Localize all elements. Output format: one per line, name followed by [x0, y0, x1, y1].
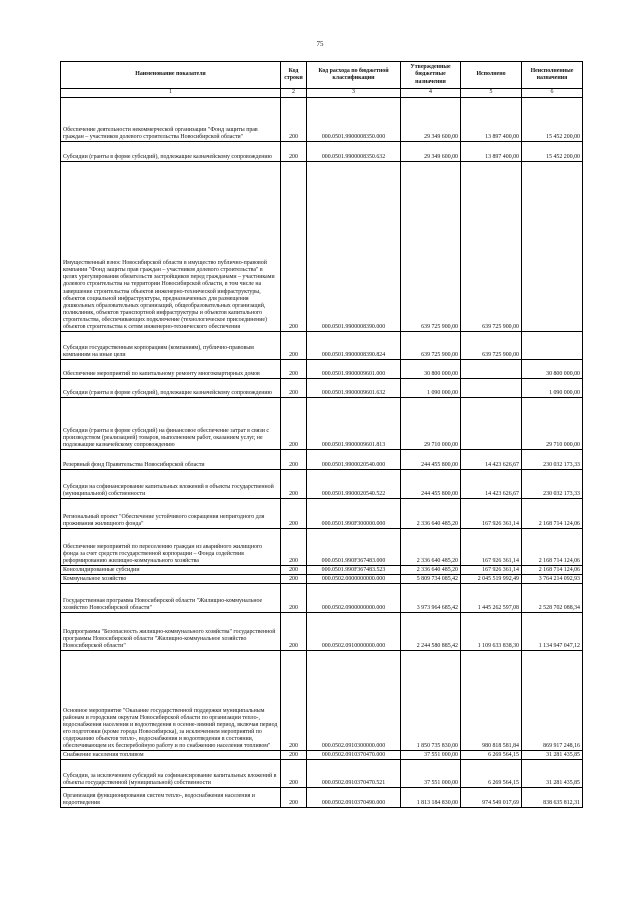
row-executed: 974 549 017,69 [461, 788, 522, 808]
row-indicator-name: Консолидированные субсидии [61, 566, 281, 575]
row-approved: 37 551 000,00 [401, 751, 461, 760]
table-row [61, 470, 583, 499]
row-executed: 639 725 900,00 [461, 332, 522, 360]
row-executed: 167 926 361,14 [461, 529, 522, 566]
row-indicator-name: Обеспечение мероприятий по переселению граждан из аварийного жилищного фонда за счет средств государственной корпорации – Фонда содействия реформированию жилищно-коммунального хозяйства [61, 529, 281, 566]
row-approved: 37 551 000,00 [401, 760, 461, 788]
page-number: 75 [316, 40, 324, 48]
column-number: 6 [522, 89, 583, 98]
table-row [61, 613, 583, 651]
row-unexecuted: 838 635 812,31 [522, 788, 583, 808]
row-executed [461, 360, 522, 379]
row-executed [461, 398, 522, 450]
row-classification-code: 000.0502.0910000000.000 [307, 613, 401, 651]
row-indicator-name: Субсидии государственным корпорациям (компаниям), публично-правовым компаниям на иные цели [61, 332, 281, 360]
row-classification-code: 000.0502.0910370490.000 [307, 788, 401, 808]
row-unexecuted: 2 168 714 124,06 [522, 499, 583, 529]
row-approved: 1 813 184 830,00 [401, 788, 461, 808]
row-line-code: 200 [281, 470, 307, 499]
table-row [61, 584, 583, 613]
row-executed: 167 926 361,14 [461, 499, 522, 529]
row-indicator-name: Подпрограмма "Безопасность жилищно-коммунального хозяйства" государственной программы Новосибирской области "Жилищно-коммунальное хозяйство Новосибирской области" [61, 613, 281, 651]
row-approved: 2 336 640 485,20 [401, 566, 461, 575]
table-header-row [61, 62, 583, 89]
row-line-code: 200 [281, 379, 307, 398]
row-unexecuted: 230 032 173,33 [522, 470, 583, 499]
row-indicator-name: Коммунальное хозяйство [61, 575, 281, 584]
budget-execution-table [60, 61, 583, 808]
header-budget-classification-code: Код расхода по бюджетной классификации [307, 62, 401, 89]
column-number: 3 [307, 89, 401, 98]
row-approved: 1 850 735 830,00 [401, 651, 461, 751]
row-unexecuted: 2 528 702 088,34 [522, 584, 583, 613]
row-unexecuted: 29 710 000,00 [522, 398, 583, 450]
row-approved: 639 725 900,00 [401, 162, 461, 332]
row-approved: 30 800 000,00 [401, 360, 461, 379]
row-classification-code: 000.0502.0910370470.000 [307, 751, 401, 760]
row-unexecuted: 1 134 947 047,12 [522, 613, 583, 651]
table-row [61, 651, 583, 751]
row-classification-code: 000.0502.0910300000.000 [307, 651, 401, 751]
row-approved: 1 090 000,00 [401, 379, 461, 398]
table-row [61, 760, 583, 788]
table-row [61, 529, 583, 566]
row-approved: 2 244 580 885,42 [401, 613, 461, 651]
header-approved-assignments: Утвержденные бюджетные назначения [401, 62, 461, 89]
table-row [61, 450, 583, 470]
row-line-code: 200 [281, 162, 307, 332]
row-executed: 14 423 626,67 [461, 450, 522, 470]
row-line-code: 200 [281, 651, 307, 751]
row-approved: 2 336 640 485,20 [401, 499, 461, 529]
row-line-code: 200 [281, 751, 307, 760]
row-line-code: 200 [281, 332, 307, 360]
row-unexecuted [522, 162, 583, 332]
header-unexecuted-assignments: Неисполненные назначения [522, 62, 583, 89]
row-executed: 1 445 262 597,08 [461, 584, 522, 613]
row-unexecuted: 15 452 200,00 [522, 142, 583, 162]
row-unexecuted: 1 090 000,00 [522, 379, 583, 398]
row-approved: 639 725 900,00 [401, 332, 461, 360]
row-executed [461, 379, 522, 398]
table-row [61, 332, 583, 360]
table-row [61, 788, 583, 808]
table-row [61, 98, 583, 142]
column-number: 2 [281, 89, 307, 98]
row-indicator-name: Снабжение населения топливом [61, 751, 281, 760]
table-row [61, 379, 583, 398]
row-classification-code: 000.0501.9900008350.000 [307, 98, 401, 142]
row-classification-code: 000.0501.990F367483.000 [307, 529, 401, 566]
row-classification-code: 000.0501.9900008350.632 [307, 142, 401, 162]
row-line-code: 200 [281, 360, 307, 379]
row-approved: 29 710 000,00 [401, 398, 461, 450]
table-row [61, 499, 583, 529]
header-executed: Исполнено [461, 62, 522, 89]
row-classification-code: 000.0502.0000000000.000 [307, 575, 401, 584]
row-classification-code: 000.0502.0900000000.000 [307, 584, 401, 613]
row-classification-code: 000.0501.990F367483.523 [307, 566, 401, 575]
header-line-code: Код строки [281, 62, 307, 89]
row-executed: 13 897 400,00 [461, 98, 522, 142]
row-line-code: 200 [281, 529, 307, 566]
row-indicator-name: Организация функционирования систем тепло-, водоснабжения населения и водоотведения [61, 788, 281, 808]
column-number: 1 [61, 89, 281, 98]
row-approved: 244 455 800,00 [401, 470, 461, 499]
table-row [61, 162, 583, 332]
row-indicator-name: Обеспечение мероприятий по капитальному ремонту многоквартирных домов [61, 360, 281, 379]
row-line-code: 200 [281, 575, 307, 584]
row-unexecuted: 230 032 173,33 [522, 450, 583, 470]
row-executed: 2 045 519 992,49 [461, 575, 522, 584]
row-unexecuted: 31 281 435,85 [522, 751, 583, 760]
row-unexecuted [522, 332, 583, 360]
row-approved: 29 349 600,00 [401, 98, 461, 142]
row-line-code: 200 [281, 450, 307, 470]
row-executed: 167 926 361,14 [461, 566, 522, 575]
table-row [61, 575, 583, 584]
row-executed: 13 897 400,00 [461, 142, 522, 162]
row-indicator-name: Государственная программа Новосибирской области "Жилищно-коммунальное хозяйство Новосибирской области" [61, 584, 281, 613]
row-indicator-name: Субсидии (гранты в форме субсидий) на финансовое обеспечение затрат в связи с производством (реализацией) товаров, выполнением работ, оказанием услуг, не подлежащие казначейскому сопровождению [61, 398, 281, 450]
row-line-code: 200 [281, 584, 307, 613]
row-classification-code: 000.0501.9900020540.000 [307, 450, 401, 470]
row-indicator-name: Субсидии, за исключением субсидий на софинансирование капитальных вложений в объекты государственной (муниципальной) собственности [61, 760, 281, 788]
row-line-code: 200 [281, 499, 307, 529]
row-line-code: 200 [281, 98, 307, 142]
row-unexecuted: 2 168 714 124,06 [522, 529, 583, 566]
row-indicator-name: Субсидии (гранты в форме субсидий), подлежащие казначейскому сопровождению [61, 379, 281, 398]
row-indicator-name: Основное мероприятие "Оказание государственной поддержки муниципальным районам и городским округам Новосибирской области по организации тепло-, водоснабжения населения и водоотведения в осенне-зимний период, включая период его подготовки (кроме города Новосибирска), за исключением мероприятий по содержанию объектов тепло-, водоснабжения и водоотведения в состоянии, обеспечивающем их бесперебойную работу и по снабжению населения топливом" [61, 651, 281, 751]
row-classification-code: 000.0501.9900009601.632 [307, 379, 401, 398]
row-line-code: 200 [281, 398, 307, 450]
row-indicator-name: Имущественный взнос Новосибирской области в имущество публично-правовой компании "Фонд защиты прав граждан – участников долевого строительства" в целях урегулирования обязательств застройщиков перед гражданами – участниками долевого строительства на территории Новосибирской области, в том числе на завершение строительства объектов инженерно-технической инфраструктуры, объектов социальной инфраструктуры, предназначенных для размещения дошкольных образовательных организаций, общеобразовательных организаций, поликлиник, объектов транспортной инфраструктуры и объектов капитального строительства, обеспечивающих подключение (технологическое присоединение) объектов строительства к сетям инженерно-технического обеспечения [61, 162, 281, 332]
row-classification-code: 000.0501.9900020540.522 [307, 470, 401, 499]
row-executed: 980 818 581,84 [461, 651, 522, 751]
column-number: 5 [461, 89, 522, 98]
table-row [61, 751, 583, 760]
row-executed: 6 269 564,15 [461, 760, 522, 788]
row-executed: 6 269 564,15 [461, 751, 522, 760]
row-indicator-name: Субсидии (гранты в форме субсидий), подлежащие казначейскому сопровождению [61, 142, 281, 162]
row-approved: 244 455 800,00 [401, 450, 461, 470]
row-indicator-name: Резервный фонд Правительства Новосибирской области [61, 450, 281, 470]
row-unexecuted: 869 917 248,16 [522, 651, 583, 751]
row-unexecuted: 2 168 714 124,06 [522, 566, 583, 575]
row-line-code: 200 [281, 566, 307, 575]
row-line-code: 200 [281, 613, 307, 651]
row-unexecuted: 31 281 435,85 [522, 760, 583, 788]
row-approved: 3 973 964 685,42 [401, 584, 461, 613]
row-line-code: 200 [281, 788, 307, 808]
column-number: 4 [401, 89, 461, 98]
row-classification-code: 000.0501.9900009601.813 [307, 398, 401, 450]
row-indicator-name: Субсидии на софинансирование капитальных вложений в объекты государственной (муниципальной) собственности [61, 470, 281, 499]
row-unexecuted: 30 800 000,00 [522, 360, 583, 379]
row-line-code: 200 [281, 142, 307, 162]
header-indicator-name: Наименование показателя [61, 62, 281, 89]
table-row [61, 360, 583, 379]
row-executed: 14 423 626,67 [461, 470, 522, 499]
row-line-code: 200 [281, 760, 307, 788]
row-unexecuted: 3 764 214 092,93 [522, 575, 583, 584]
row-executed: 1 109 633 838,30 [461, 613, 522, 651]
column-number-row [61, 89, 583, 98]
row-classification-code: 000.0501.9900009601.000 [307, 360, 401, 379]
row-indicator-name: Обеспечение деятельности некоммерческой организации "Фонд защиты прав граждан – участников долевого строительства Новосибирской области" [61, 98, 281, 142]
row-classification-code: 000.0501.9900008390.000 [307, 162, 401, 332]
row-classification-code: 000.0502.0910370470.521 [307, 760, 401, 788]
row-approved: 29 349 600,00 [401, 142, 461, 162]
table-row [61, 566, 583, 575]
row-executed: 639 725 900,00 [461, 162, 522, 332]
row-unexecuted: 15 452 200,00 [522, 98, 583, 142]
row-classification-code: 000.0501.9900008390.824 [307, 332, 401, 360]
row-approved: 2 336 640 485,20 [401, 529, 461, 566]
table-row [61, 398, 583, 450]
row-classification-code: 000.0501.990F300000.000 [307, 499, 401, 529]
row-indicator-name: Региональный проект "Обеспечение устойчивого сокращения непригодного для проживания жилищного фонда" [61, 499, 281, 529]
row-approved: 5 809 734 085,42 [401, 575, 461, 584]
table-row [61, 142, 583, 162]
